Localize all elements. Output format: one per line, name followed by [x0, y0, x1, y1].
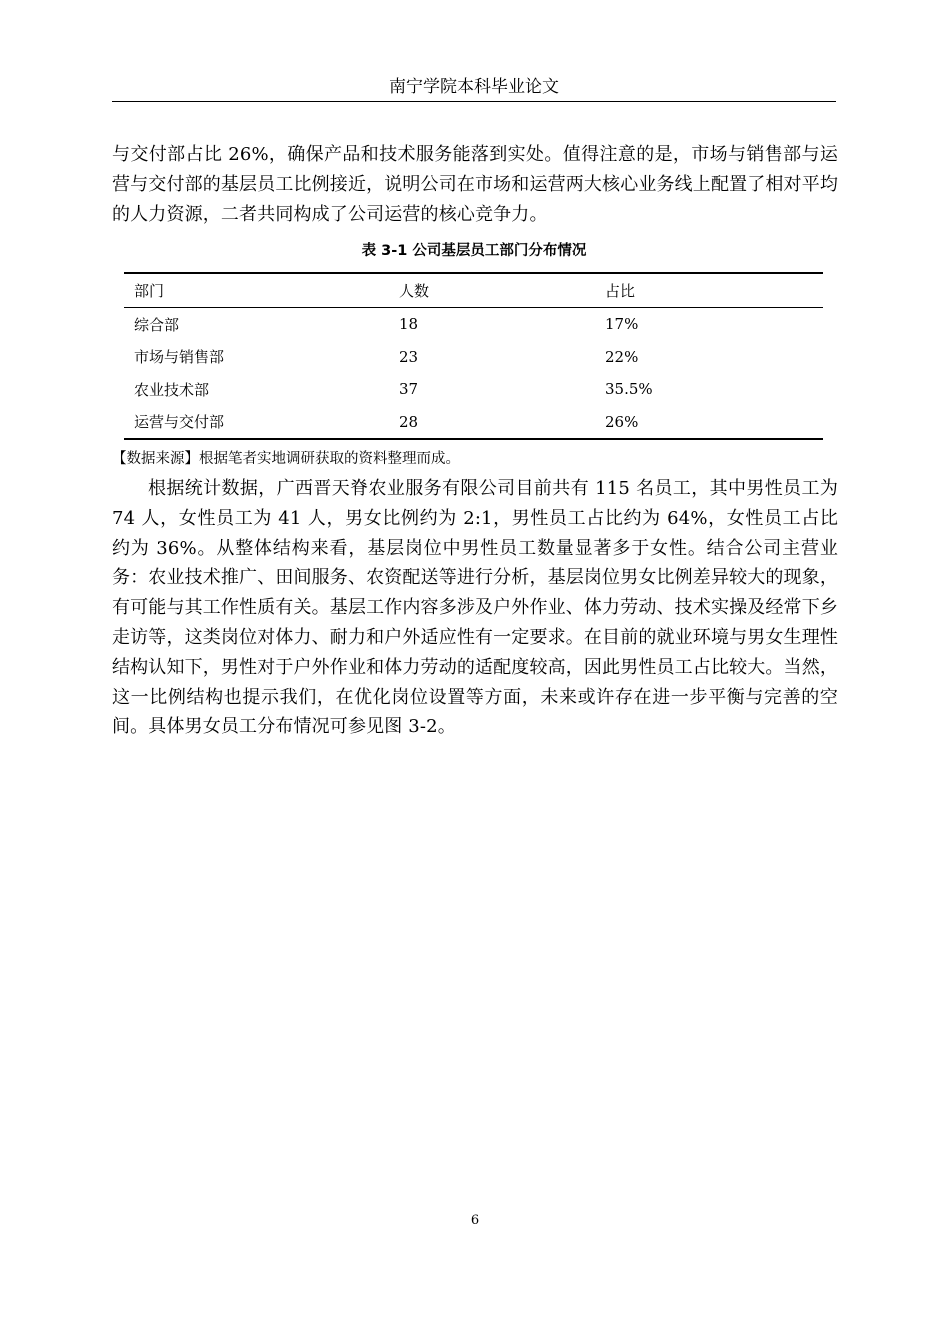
column-header-department: 部门 [134, 282, 165, 300]
table-cell-count: 23 [399, 347, 419, 366]
table-row [124, 341, 823, 374]
department-table [124, 272, 823, 440]
table-caption: 表 3-1 公司基层员工部门分布情况 [361, 243, 587, 259]
table-cell-share: 22% [605, 347, 639, 366]
table-row [124, 308, 823, 341]
table-cell-share: 17% [605, 315, 639, 334]
table-cell-count: 18 [399, 315, 419, 334]
table-source-note: 【数据来源】根据笔者实地调研获取的资料整理而成。 [112, 451, 460, 467]
table-cell-share: 35.5% [605, 380, 653, 399]
table-cell-department: 市场与销售部 [134, 348, 225, 367]
table-bottom-rule [124, 438, 823, 440]
table-cell-department: 运营与交付部 [134, 413, 225, 432]
running-header-title: 南宁学院本科毕业论文 [389, 77, 559, 97]
table-cell-department: 综合部 [134, 315, 180, 334]
table-row [124, 406, 823, 439]
column-header-count: 人数 [399, 282, 430, 300]
page-number: 6 [470, 1213, 480, 1228]
table-cell-share: 26% [605, 412, 639, 431]
table-header-row [124, 274, 823, 307]
header-divider [112, 101, 836, 102]
body-paragraph-1: 与交付部占比 26%，确保产品和技术服务能落到实处。值得注意的是，市场与销售部与运营与交付部的基层员工比例接近，说明公司在市场和运营两大核心业务线上配置了相对平均的人力资源，二者共同构成了公司运营的核心竞争力。 [112, 144, 838, 225]
table-row [124, 373, 823, 406]
body-paragraph-2: 根据统计数据，广西晋天脊农业服务有限公司目前共有 115 名员工，其中男性员工为 74 人，女性员工为 41 人，男女比例约为 2:1，男性员工占比约为 64%，女性员工占比约为 36%。从整体结构来看，基层岗位中男性员工数量显著多于女性。结合公司主营业务：农业技术推广、田间服务、农资配送等进行分析，基层岗位男女比例差异较大的现象，有可能与其工作性质有关。基层工作内容多涉及户外作业、体力劳动、技术实操及经常下乡走访等，这类岗位对体力、耐力和户外适应性有一定要求。在目前的就业环境与男女生理性结构认知下，男性对于户外作业和体力劳动的适配度较高，因此男性员工占比较大。当然，这一比例结构也提示我们，在优化岗位设置等方面，未来或许存在进一步平衡与完善的空间。具体男女员工分布情况可参见图 3-2。 [112, 478, 838, 738]
table-cell-count: 37 [399, 380, 419, 399]
table-cell-department: 农业技术部 [134, 380, 210, 399]
table-cell-count: 28 [399, 412, 419, 431]
column-header-share: 占比 [605, 282, 636, 300]
